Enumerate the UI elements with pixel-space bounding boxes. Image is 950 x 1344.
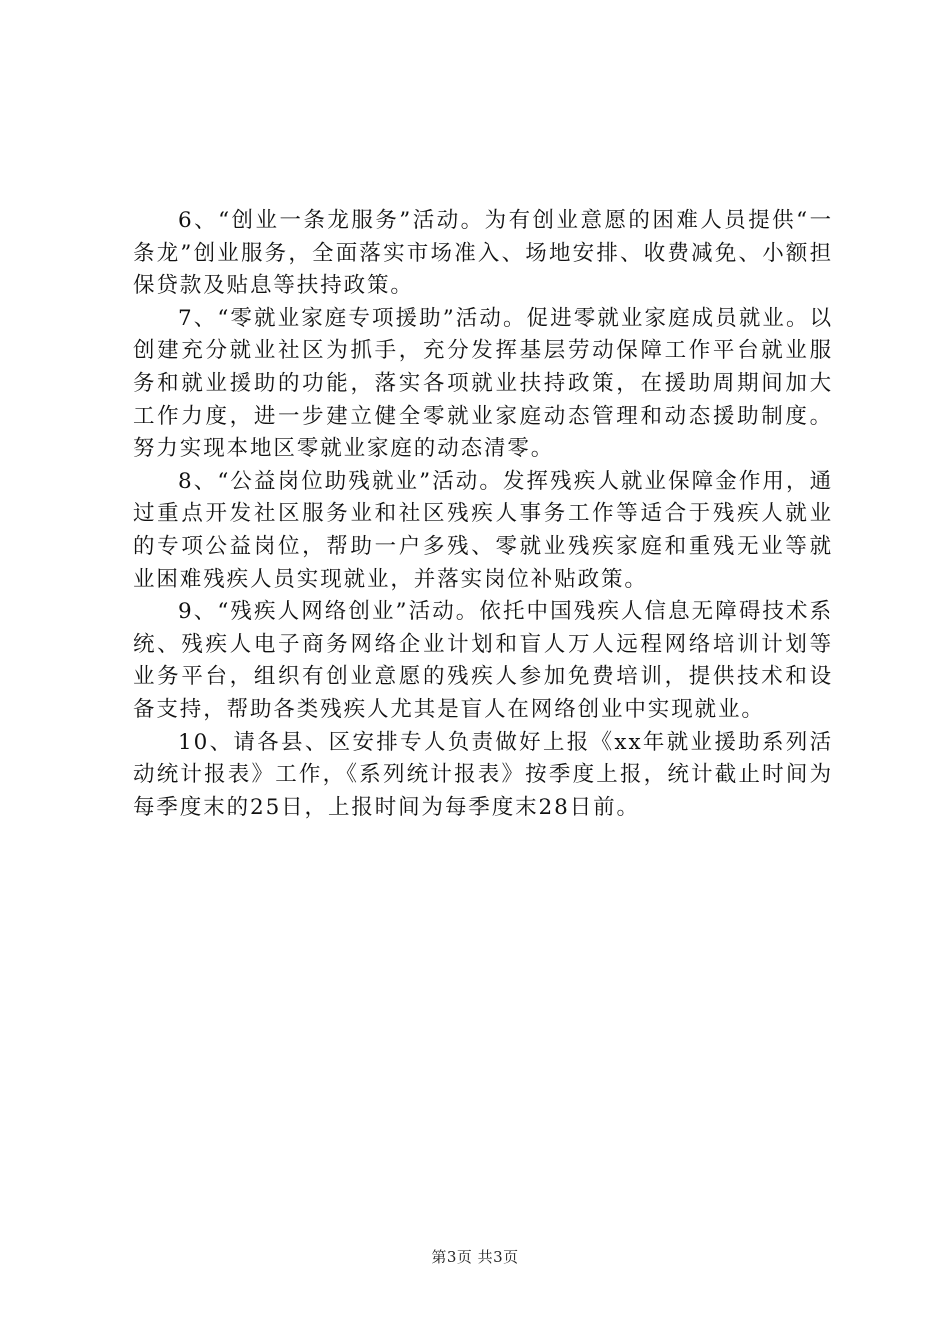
paragraph-item-7: 7、“零就业家庭专项援助”活动。促进零就业家庭成员就业。以创建充分就业社区为抓手，充分发挥基层劳动保障工作平台就业服务和就业援助的功能，落实各项就业扶持政策，在援助周期间加大工作力度，进一步建立健全零就业家庭动态管理和动态援助制度。努力实现本地区零就业家庭的动态清零。 (133, 305, 833, 462)
paragraph-item-9: 9、“残疾人网络创业”活动。依托中国残疾人信息无障碍技术系统、残疾人电子商务网络企业计划和盲人万人远程网络培训计划等业务平台，组织有创业意愿的残疾人参加免费培训，提供技术和设备支持，帮助各类残疾人尤其是盲人在网络创业中实现就业。 (133, 599, 833, 722)
paragraph-item-10: 10、请各县、区安排专人负责做好上报《xx年就业援助系列活动统计报表》工作，《系列统计报表》按季度上报，统计截止时间为每季度末的25日，上报时间为每季度末28日前。 (133, 729, 833, 820)
paragraph-item-6: 6、“创业一条龙服务”活动。为有创业意愿的困难人员提供“一条龙”创业服务，全面落实市场准入、场地安排、收费减免、小额担保贷款及贴息等扶持政策。 (133, 208, 833, 299)
document-body (133, 205, 833, 824)
paragraph-item-8: 8、“公益岗位助残就业”活动。发挥残疾人就业保障金作用，通过重点开发社区服务业和社区残疾人事务工作等适合于残疾人就业的专项公益岗位，帮助一户多残、零就业残疾家庭和重残无业等就业困难残疾人员实现就业，并落实岗位补贴政策。 (133, 468, 833, 592)
page-number-footer: 第3页 共3页 (431, 1248, 519, 1266)
